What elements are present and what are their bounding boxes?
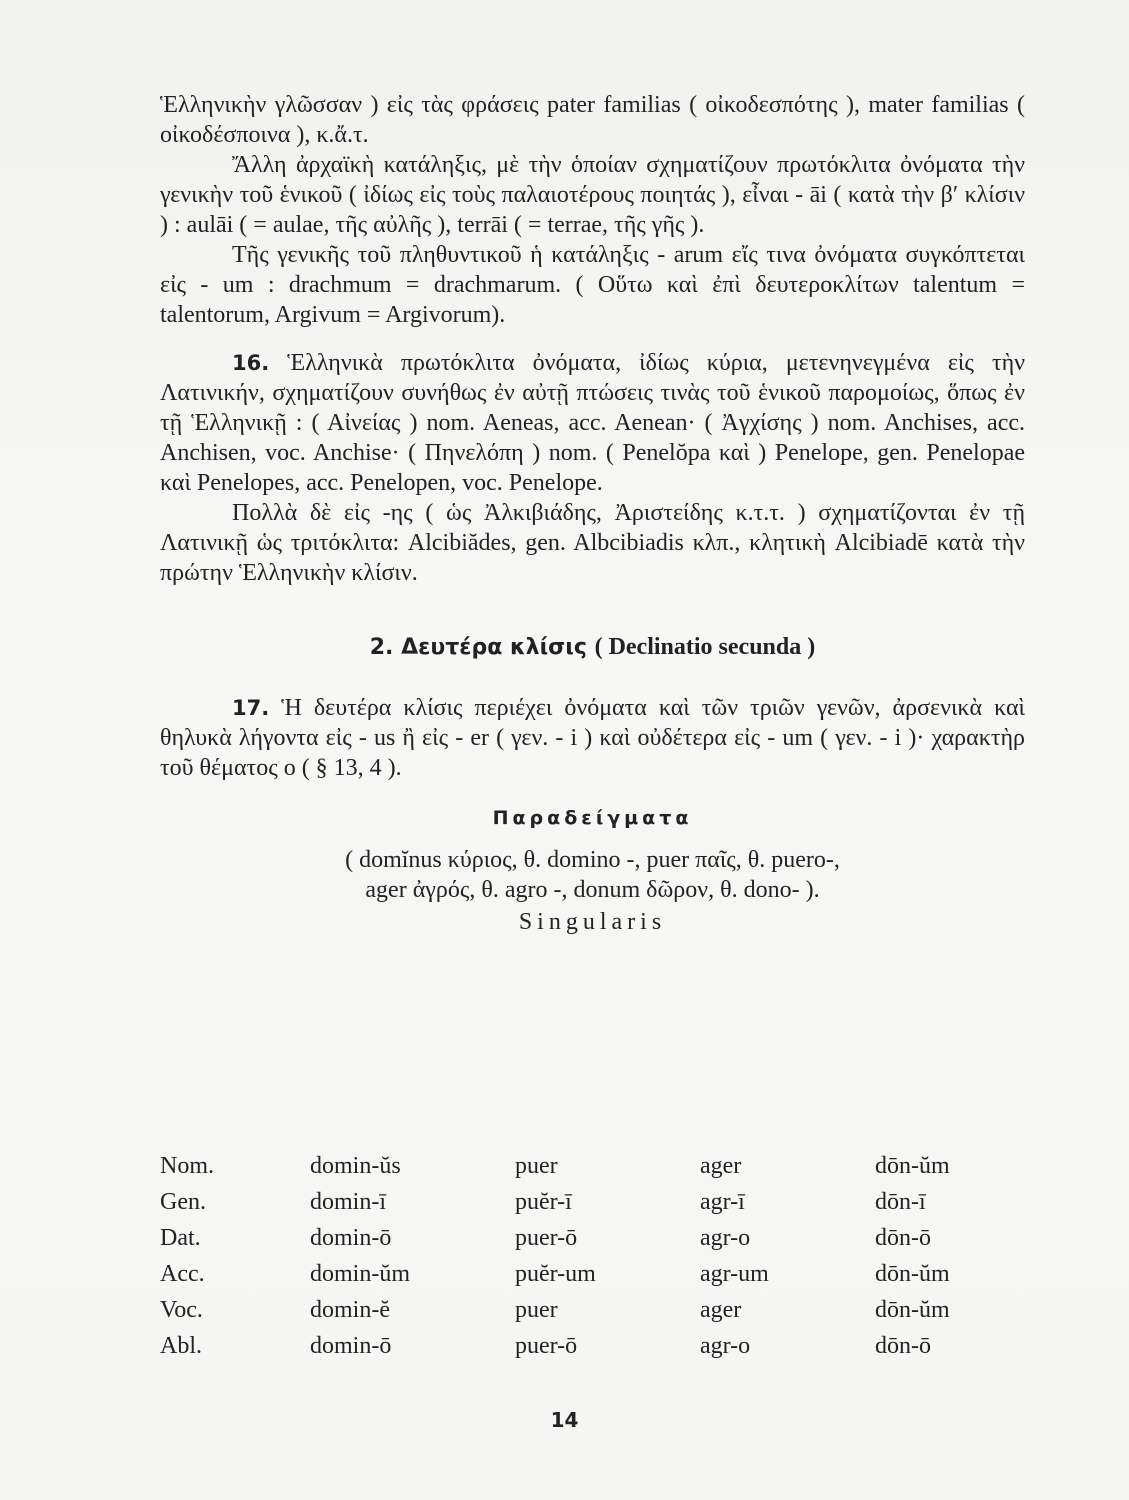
paragraph-1: Ἑλληνικὴν γλῶσσαν ) εἰς τὰς φράσεις pater familias ( οἰκοδεσπότης ), mater familias ( οἰκοδέσποινα ), κ.ἄ.τ. [160,92,1025,148]
table-row [160,1148,1020,1184]
cell-dominus: domin-ō [310,1332,392,1359]
paragraph-16 [160,348,1025,498]
cell-puer: puer [515,1152,558,1179]
cell-dominus: domin-ō [310,1224,392,1251]
paragraph-17-text: Ἡ δευτέρα κλίσις περιέχει ὀνόματα καὶ τῶν τριῶν γενῶν, ἀρσενικὰ καὶ θηλυκὰ λήγοντα εἰς - us ἢ εἰς - er ( γεν. - i ) καὶ οὐδέτερα εἰς - um ( γεν. - i )· χαρακτὴρ τοῦ θέματος o ( § 13, 4 ). [160,695,1025,781]
cell-ager: ager [700,1152,742,1179]
cell-dominus: domin-ŭs [310,1152,401,1179]
page-number: 14 [550,1408,579,1432]
examples-title: Παραδείγματα [492,807,693,829]
table-row [160,1328,1020,1364]
cell-case: Nom. [160,1152,214,1179]
table-row [160,1220,1020,1256]
heading-greek: Δευτέρα κλίσις [401,635,587,660]
declension-table-body [160,1148,1020,1364]
singularis-label: Singularis [518,909,667,935]
cell-donum: dōn-ŭm [875,1260,950,1287]
declension-table [160,1148,1020,1364]
body-text [160,90,1025,937]
cell-puer: puer [515,1296,558,1323]
cell-case: Dat. [160,1224,201,1251]
cell-ager: agr-ī [700,1188,745,1215]
examples-line-1: ( domĭnus κύριος, θ. domino -, puer παῖς, θ. puero-, [345,847,840,873]
cell-puer: puer-ō [515,1224,578,1251]
cell-ager: ager [700,1296,742,1323]
table-row [160,1292,1020,1328]
section-number-17: 17. [232,696,270,720]
cell-case: Voc. [160,1296,203,1323]
table-row [160,1256,1020,1292]
cell-donum: dōn-ō [875,1224,931,1251]
cell-ager: agr-o [700,1332,751,1359]
cell-case: Gen. [160,1188,206,1215]
cell-dominus: domin-ĕ [310,1296,390,1323]
cell-puer: puĕr-ī [515,1188,572,1215]
cell-donum: dōn-ī [875,1188,926,1215]
paragraph-16-text: Ἑλληνικὰ πρωτόκλιτα ὀνόματα, ἰδίως κύρια, μετενηνεγμένα εἰς τὴν Λατινικήν, σχηματίζουν συνήθως ἐν αὐτῇ πτώσεις τινὰς τοῦ ἑνικοῦ παρομοίως, ὅπως ἐν τῇ Ἑλληνικῇ : ( Αἰνείας ) nom. Aeneas, acc. Aenean· ( Ἀγχίσης ) nom. Anchises, acc. Anchisen, voc. Anchise· ( Πηνελόπη ) nom. ( Penelŏpa καὶ ) Penelope, gen. Penelopae καὶ Penelopes, acc. Penelopen, voc. Penelope. [160,350,1026,496]
cell-dominus: domin-ŭm [310,1260,410,1287]
heading-number: 2. [369,635,394,660]
section-heading [160,632,1025,663]
paragraph-5: Πολλὰ δὲ εἰς -ης ( ὡς Ἀλκιβιάδης, Ἀριστείδης κ.τ.τ. ) σχηματίζονται ἐν τῇ Λατινικῇ ὡς τριτόκλιτα: Alcibiădes, gen. Albcibiadis κλπ., κλητικὴ Alcibiadē κατὰ τὴν πρώτην Ἑλληνικὴν κλίσιν. [160,500,1025,586]
cell-ager: agr-o [700,1224,751,1251]
cell-puer: puĕr-um [515,1260,596,1287]
heading-latin: ( Declinatio secunda ) [594,634,816,660]
cell-puer: puer-ō [515,1332,578,1359]
cell-donum: dōn-ŭm [875,1296,950,1323]
cell-donum: dōn-ō [875,1332,931,1359]
table-row [160,1184,1020,1220]
declension-table-wrap [160,1148,1020,1364]
cell-case: Abl. [160,1332,202,1359]
cell-dominus: domin-ī [310,1188,386,1215]
examples-line-2: ager ἀγρός, θ. agro -, donum δῶρον, θ. dono- ). [365,877,820,903]
paragraph-3: Τῆς γενικῆς τοῦ πληθυντικοῦ ἡ κατάληξις - arum εἴς τινα ὀνόματα συγκόπτεται εἰς - um : drachmum = drachmarum. ( Οὕτω καὶ ἐπὶ δευτεροκλίτων talentum = talentorum, Argivum = Argivorum). [160,242,1025,328]
section-number-16: 16. [232,351,270,375]
paragraph-2: Ἄλλη ἀρχαϊκὴ κατάληξις, μὲ τὴν ὁποίαν σχηματίζουν πρωτόκλιτα ὀνόματα τὴν γενικὴν τοῦ ἑνικοῦ ( ἰδίως εἰς τοὺς παλαιοτέρους ποιητάς ), εἶναι - āi ( κατὰ τὴν β′ κλίσιν ) : aulāi ( = aulae, τῆς αὐλῆς ), terrāi ( = terrae, τῆς γῆς ). [160,152,1025,238]
paragraph-17 [160,693,1025,783]
cell-case: Acc. [160,1260,205,1287]
cell-donum: dōn-ŭm [875,1152,950,1179]
cell-ager: agr-um [700,1260,769,1287]
